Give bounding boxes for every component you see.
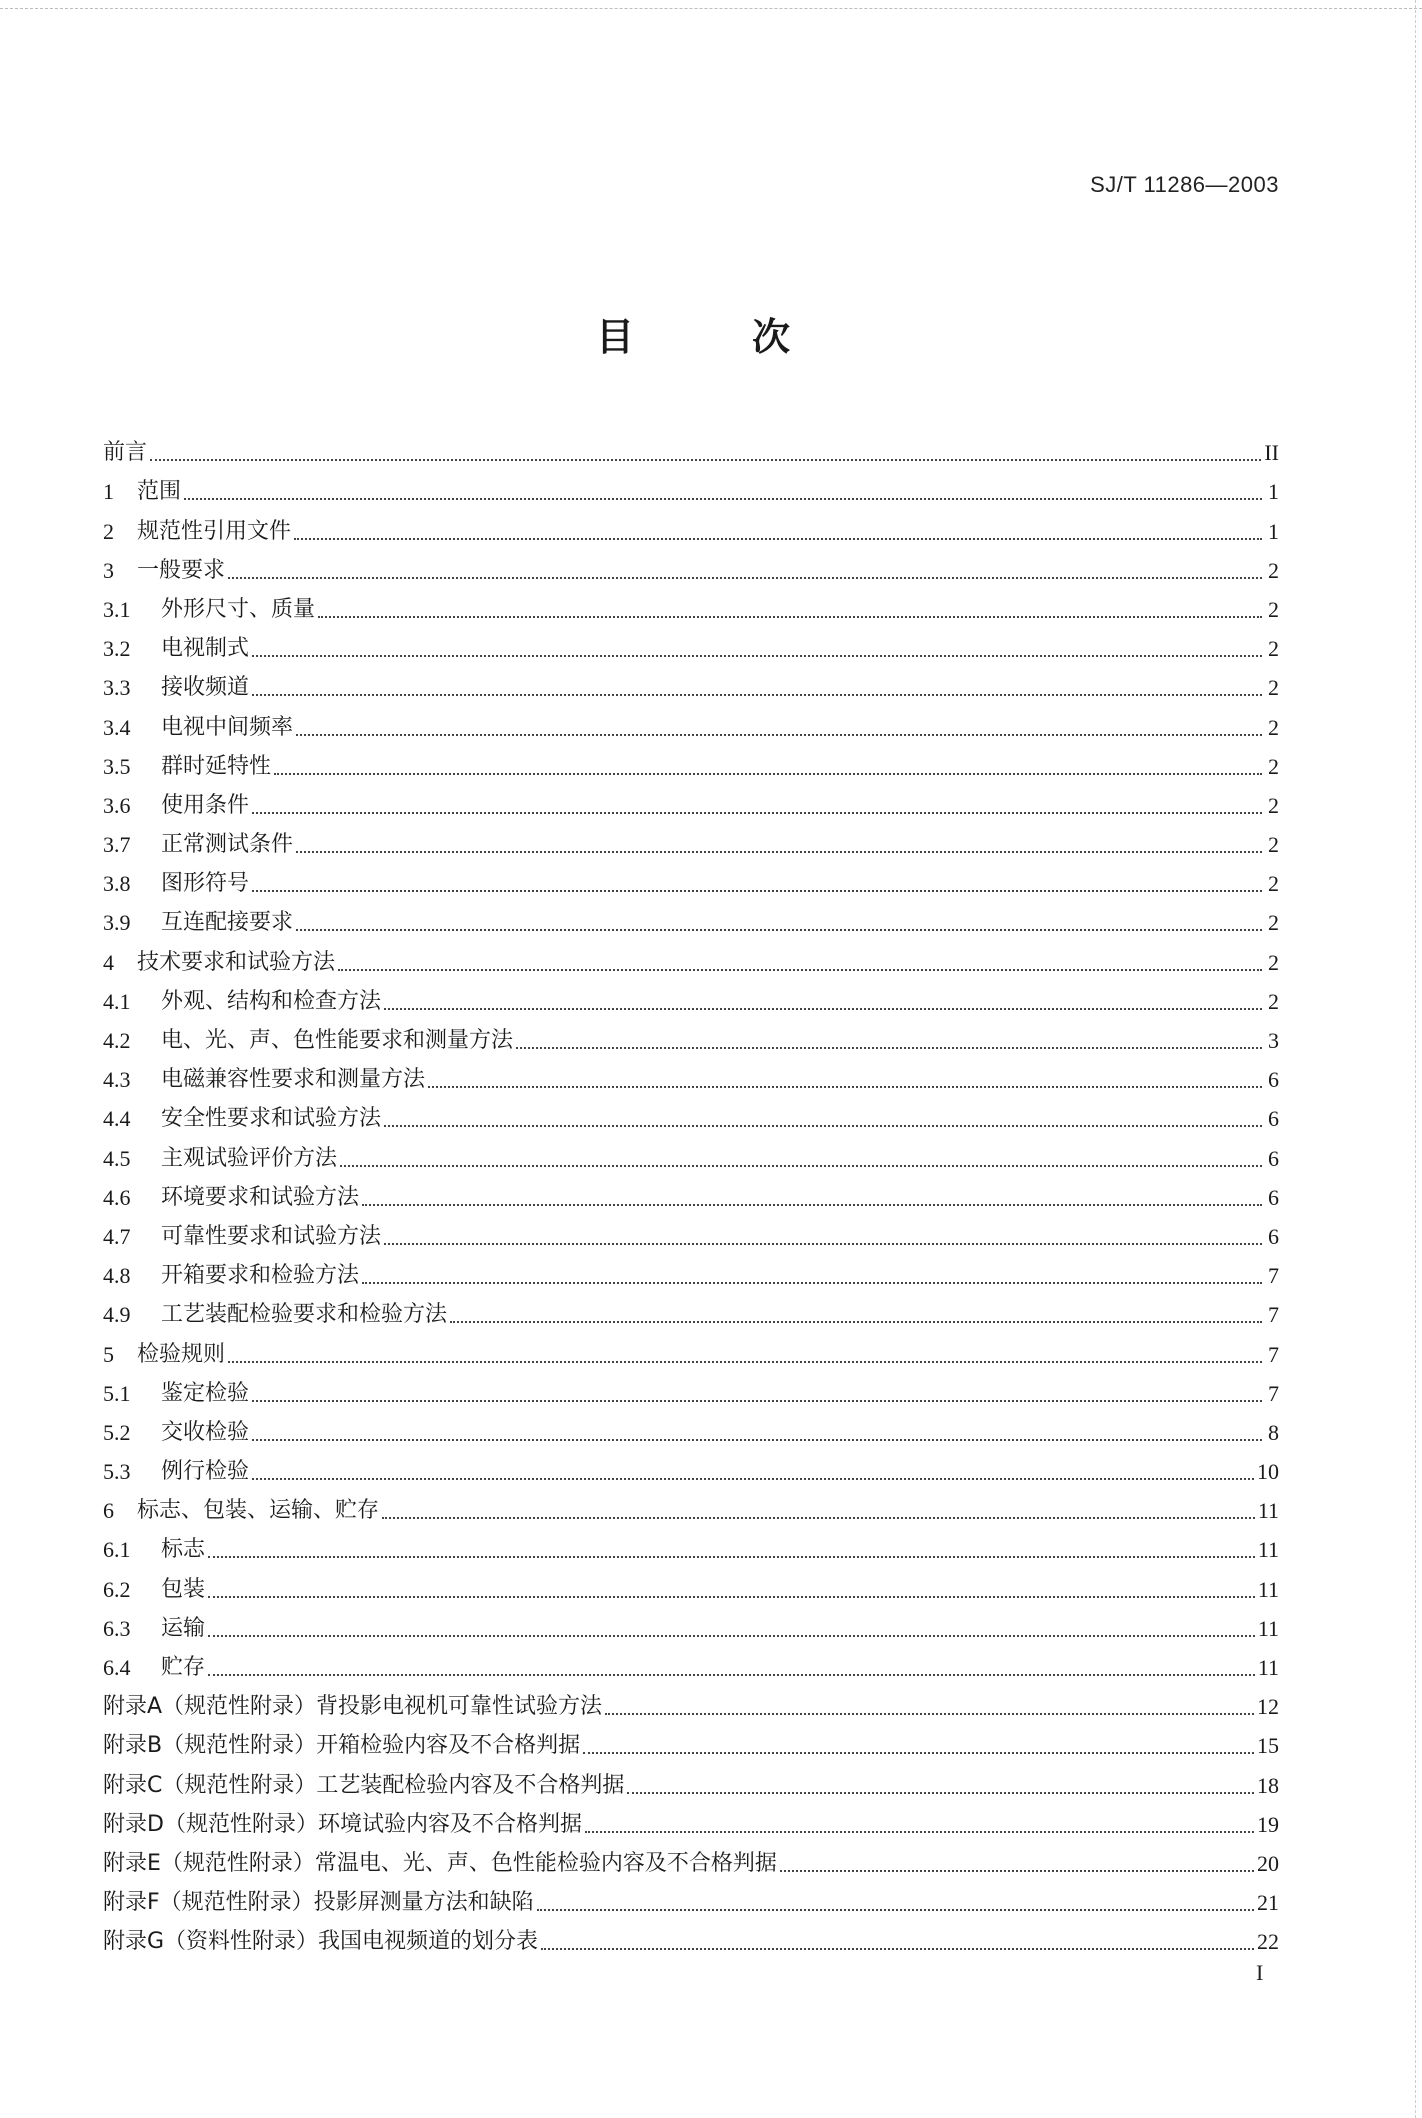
toc-entry-title: 接收频道 (161, 675, 250, 701)
table-of-contents (103, 428, 1279, 1956)
toc-entry[interactable] (103, 820, 1279, 859)
toc-dot-leader (362, 1282, 1262, 1284)
toc-entry-page: 19 (1257, 1811, 1279, 1837)
toc-entry-title: 电、光、声、色性能要求和测量方法 (161, 1028, 514, 1053)
toc-entry-number: 4 (103, 949, 114, 975)
page-number: I (1256, 1960, 1264, 1985)
toc-entry-label (103, 1419, 249, 1447)
toc-entry-label (103, 1693, 602, 1721)
toc-entry-label (103, 714, 293, 742)
toc-entry[interactable] (103, 1173, 1279, 1212)
toc-entry-page: 22 (1257, 1929, 1279, 1955)
toc-entry-title: 包装 (161, 1576, 206, 1602)
toc-entry-number: 3.1 (103, 596, 131, 622)
toc-entry[interactable] (103, 1408, 1279, 1447)
toc-entry-title: 检验规则 (137, 1341, 226, 1367)
toc-dot-leader (208, 1556, 1255, 1558)
toc-entry-title: 前言 (103, 440, 148, 466)
toc-entry-page: 2 (1268, 792, 1279, 818)
toc-entry-title: 例行检验 (161, 1459, 250, 1485)
toc-entry-label (103, 1497, 379, 1525)
toc-entry[interactable] (103, 1447, 1279, 1486)
toc-entry-number: 3.3 (103, 675, 131, 701)
toc-entry-title: 贮存 (161, 1655, 206, 1680)
toc-entry-title: 附录E（规范性附录）常温电、光、声、色性能检验内容及不合格判据 (103, 1850, 777, 1876)
toc-dot-leader (184, 498, 1262, 500)
toc-dot-leader (296, 851, 1262, 853)
toc-entry[interactable] (103, 624, 1279, 663)
toc-entry[interactable] (103, 1643, 1279, 1682)
toc-entry-number: 4.2 (103, 1028, 131, 1053)
toc-entry-label (103, 1184, 359, 1212)
toc-entry[interactable] (103, 1094, 1279, 1133)
toc-entry[interactable] (103, 781, 1279, 820)
toc-dot-leader (150, 459, 1261, 461)
toc-entry-title: 附录F（规范性附录）投影屏测量方法和缺陷 (103, 1890, 534, 1916)
toc-entry-label (103, 753, 271, 781)
toc-entry[interactable] (103, 1055, 1279, 1094)
toc-entry-number: 4.7 (103, 1223, 131, 1249)
toc-entry-page: 7 (1268, 1302, 1279, 1328)
toc-entry-title: 附录D（规范性附录）环境试验内容及不合格判据 (103, 1811, 582, 1837)
toc-dot-leader (340, 1165, 1262, 1167)
toc-dot-leader (296, 929, 1262, 931)
toc-dot-leader (208, 1674, 1255, 1676)
page-top-edge (0, 0, 1422, 9)
toc-entry-label (103, 1066, 425, 1094)
toc-entry-label (103, 1458, 249, 1486)
toc-entry-title: 范围 (137, 479, 182, 505)
toc-entry-label (103, 439, 147, 467)
toc-entry[interactable] (103, 1760, 1279, 1799)
toc-entry[interactable] (103, 1721, 1279, 1760)
toc-entry-title: 工艺装配检验要求和检验方法 (161, 1302, 448, 1328)
toc-entry-page: 1 (1268, 518, 1279, 544)
toc-entry-title: 图形符号 (161, 871, 250, 897)
toc-dot-leader (450, 1321, 1262, 1323)
toc-entry-title: 安全性要求和试验方法 (161, 1106, 382, 1132)
toc-dot-leader (384, 1125, 1262, 1127)
toc-dot-leader (585, 1831, 1254, 1833)
toc-entry[interactable] (103, 467, 1279, 506)
toc-entry-label (103, 674, 249, 702)
toc-entry-page: 6 (1268, 1106, 1279, 1132)
toc-dot-leader (780, 1870, 1254, 1872)
toc-entry[interactable] (103, 937, 1279, 976)
toc-entry-label (103, 1145, 337, 1173)
toc-entry-page: 2 (1268, 832, 1279, 858)
toc-dot-leader (296, 734, 1262, 736)
toc-entry-title: 电磁兼容性要求和测量方法 (161, 1067, 426, 1093)
toc-entry-page: 6 (1268, 1223, 1279, 1249)
toc-entry-page: 2 (1268, 871, 1279, 897)
toc-entry[interactable] (103, 585, 1279, 624)
toc-entry-label (103, 1772, 624, 1800)
toc-entry-page: 2 (1268, 596, 1279, 622)
toc-entry-page: 11 (1257, 1615, 1279, 1641)
toc-entry[interactable] (103, 1212, 1279, 1251)
toc-entry-label (103, 1811, 582, 1839)
toc-entry[interactable] (103, 1016, 1279, 1055)
toc-dot-leader (252, 694, 1262, 696)
toc-entry-label (103, 1262, 359, 1290)
toc-entry-label (103, 1889, 534, 1917)
toc-entry-number: 5.3 (103, 1459, 131, 1485)
toc-entry-page: 2 (1268, 714, 1279, 740)
toc-dot-leader (583, 1752, 1254, 1754)
toc-entry-page: 3 (1268, 1028, 1279, 1053)
toc-entry-title: 规范性引用文件 (137, 518, 292, 544)
toc-entry-label (103, 1615, 205, 1643)
toc-entry-page: 2 (1268, 753, 1279, 779)
toc-entry-page: 2 (1268, 557, 1279, 583)
toc-entry[interactable] (103, 1604, 1279, 1643)
toc-entry-title: 一般要求 (137, 557, 226, 583)
toc-dot-leader (228, 1361, 1262, 1363)
toc-entry[interactable] (103, 1682, 1279, 1721)
toc-entry-page: 7 (1268, 1263, 1279, 1289)
toc-entry-page: 2 (1268, 910, 1279, 936)
toc-entry-page: 6 (1268, 1145, 1279, 1171)
toc-entry-number: 3.8 (103, 871, 131, 897)
toc-entry-number: 6.1 (103, 1537, 131, 1563)
toc-entry-title: 电视制式 (161, 636, 250, 662)
toc-dot-leader (541, 1948, 1254, 1950)
toc-entry[interactable] (103, 1525, 1279, 1564)
toc-entry[interactable] (103, 1564, 1279, 1603)
toc-entry-label (103, 1850, 777, 1878)
toc-entry-title: 环境要求和试验方法 (161, 1184, 360, 1210)
toc-dot-leader (274, 773, 1262, 775)
toc-entry-label (103, 988, 381, 1016)
toc-entry-title: 开箱要求和检验方法 (161, 1263, 360, 1289)
toc-entry-title: 群时延特性 (161, 753, 272, 779)
toc-entry-number: 3 (103, 557, 114, 583)
toc-entry-page: 12 (1257, 1694, 1279, 1720)
toc-entry-title: 外形尺寸、质量 (161, 596, 316, 622)
toc-entry[interactable] (103, 1369, 1279, 1408)
toc-dot-leader (228, 577, 1262, 579)
toc-entry-title: 电视中间频率 (161, 714, 294, 740)
toc-entry-title: 附录B（规范性附录）开箱检验内容及不合格判据 (103, 1733, 581, 1759)
toc-entry[interactable] (103, 1133, 1279, 1172)
toc-entry-label (103, 1928, 538, 1956)
toc-dot-leader (605, 1713, 1254, 1715)
toc-entry-page: 11 (1257, 1537, 1279, 1563)
toc-entry-title: 标志、包装、运输、贮存 (137, 1498, 380, 1524)
toc-dot-leader (537, 1909, 1254, 1911)
toc-entry-number: 3.4 (103, 714, 131, 740)
toc-entry[interactable] (103, 546, 1279, 585)
toc-entry[interactable] (103, 977, 1279, 1016)
toc-dot-leader (294, 538, 1262, 540)
toc-dot-leader (252, 1400, 1262, 1402)
toc-entry-number: 4.9 (103, 1302, 131, 1328)
toc-entry-number: 3.6 (103, 792, 131, 818)
toc-entry-label (103, 1341, 225, 1369)
toc-entry-number: 4.5 (103, 1145, 131, 1171)
toc-entry-title: 附录C（规范性附录）工艺装配检验内容及不合格判据 (103, 1772, 625, 1798)
toc-entry-label (103, 1223, 381, 1251)
toc-entry[interactable] (103, 1800, 1279, 1839)
toc-entry-number: 4.6 (103, 1184, 131, 1210)
toc-entry-title: 可靠性要求和试验方法 (161, 1223, 382, 1249)
toc-entry[interactable] (103, 1290, 1279, 1329)
toc-entry-label (103, 518, 291, 546)
toc-entry[interactable] (103, 1329, 1279, 1368)
toc-dot-leader (208, 1635, 1255, 1637)
toc-entry-label (103, 557, 225, 585)
toc-entry-number: 5.1 (103, 1380, 131, 1406)
toc-entry-label (103, 1380, 249, 1408)
toc-entry-label (103, 949, 335, 977)
toc-entry-label (103, 831, 293, 859)
toc-entry-number: 5.2 (103, 1419, 131, 1445)
toc-dot-leader (252, 1439, 1262, 1441)
toc-entry-page: 20 (1257, 1850, 1279, 1876)
toc-dot-leader (318, 616, 1262, 618)
toc-entry-label (103, 870, 249, 898)
toc-entry-label (103, 1654, 205, 1682)
toc-entry-page: II (1264, 440, 1279, 466)
toc-entry-title: 标志 (161, 1537, 206, 1563)
toc-entry-title: 主观试验评价方法 (161, 1145, 338, 1171)
toc-dot-leader (252, 812, 1262, 814)
toc-dot-leader (252, 655, 1262, 657)
page-title (596, 306, 796, 359)
toc-entry-title: 互连配接要求 (161, 910, 294, 936)
toc-entry-page: 7 (1268, 1341, 1279, 1367)
toc-entry-page: 15 (1257, 1733, 1279, 1759)
toc-entry-number: 3.9 (103, 910, 131, 936)
toc-dot-leader (627, 1792, 1254, 1794)
toc-entry-label (103, 478, 181, 506)
toc-dot-leader (362, 1204, 1262, 1206)
toc-entry-page: 10 (1257, 1459, 1279, 1485)
toc-entry-title: 使用条件 (161, 792, 250, 818)
toc-entry-title: 运输 (161, 1615, 206, 1641)
toc-dot-leader (384, 1008, 1262, 1010)
toc-entry-page: 1 (1268, 479, 1279, 505)
toc-entry-number: 5 (103, 1341, 114, 1367)
toc-entry-number: 3.2 (103, 636, 131, 662)
toc-dot-leader (382, 1517, 1255, 1519)
toc-dot-leader (252, 890, 1262, 892)
toc-entry-label (103, 909, 293, 937)
page-title-char-1: 目 (596, 315, 635, 359)
document-code: SJ/T 11286—2003 (1090, 172, 1279, 197)
toc-entry-number: 4.3 (103, 1067, 131, 1093)
toc-entry-label (103, 1301, 447, 1329)
toc-entry-page: 18 (1257, 1772, 1279, 1798)
toc-entry-number: 6.3 (103, 1615, 131, 1641)
toc-entry-page: 2 (1268, 675, 1279, 701)
toc-dot-leader (252, 1478, 1254, 1480)
toc-entry-label (103, 635, 249, 663)
toc-entry-title: 技术要求和试验方法 (137, 949, 336, 975)
toc-entry-number: 4.8 (103, 1263, 131, 1289)
toc-entry-number: 4.4 (103, 1106, 131, 1132)
toc-entry-label (103, 596, 315, 624)
toc-entry-page: 7 (1268, 1380, 1279, 1406)
toc-entry[interactable] (103, 742, 1279, 781)
toc-entry-label (103, 1536, 205, 1564)
toc-entry-page: 11 (1257, 1498, 1279, 1524)
toc-entry[interactable] (103, 428, 1279, 467)
toc-entry-number: 2 (103, 518, 114, 544)
toc-entry[interactable] (103, 1251, 1279, 1290)
toc-entry-number: 6.4 (103, 1655, 131, 1680)
toc-entry[interactable] (103, 1917, 1279, 1956)
toc-entry-label (103, 1732, 580, 1760)
toc-entry-page: 11 (1257, 1576, 1279, 1602)
toc-entry-number: 4.1 (103, 988, 131, 1014)
toc-entry-title: 鉴定检验 (161, 1380, 250, 1406)
toc-entry-page: 8 (1268, 1419, 1279, 1445)
toc-entry[interactable] (103, 506, 1279, 545)
toc-entry-number: 3.7 (103, 832, 131, 858)
toc-entry-title: 交收检验 (161, 1419, 250, 1445)
toc-entry[interactable] (103, 859, 1279, 898)
toc-entry-page: 6 (1268, 1067, 1279, 1093)
toc-entry[interactable] (103, 898, 1279, 937)
toc-dot-leader (384, 1243, 1262, 1245)
toc-dot-leader (428, 1086, 1262, 1088)
toc-entry-page: 21 (1257, 1890, 1279, 1916)
toc-entry-page: 2 (1268, 636, 1279, 662)
toc-dot-leader (208, 1596, 1255, 1598)
toc-entry-number: 6 (103, 1498, 114, 1524)
toc-entry[interactable] (103, 1878, 1279, 1917)
toc-entry[interactable] (103, 1839, 1279, 1878)
toc-entry-page: 6 (1268, 1184, 1279, 1210)
toc-entry-label (103, 1027, 513, 1055)
toc-entry-page: 2 (1268, 949, 1279, 975)
page-title-char-2: 次 (752, 315, 791, 359)
toc-entry-number: 6.2 (103, 1576, 131, 1602)
toc-entry-number: 3.5 (103, 753, 131, 779)
toc-entry-title: 附录G（资料性附录）我国电视频道的划分表 (103, 1929, 539, 1955)
toc-entry[interactable] (103, 663, 1279, 702)
toc-entry-title: 附录A（规范性附录）背投影电视机可靠性试验方法 (103, 1694, 603, 1720)
toc-entry[interactable] (103, 1486, 1279, 1525)
toc-dot-leader (516, 1047, 1262, 1049)
page-right-edge (1415, 0, 1422, 2118)
toc-entry-label (103, 792, 249, 820)
toc-entry-title: 正常测试条件 (161, 832, 294, 858)
toc-entry-label (103, 1105, 381, 1133)
toc-entry-number: 1 (103, 479, 114, 505)
toc-entry-page: 2 (1268, 988, 1279, 1014)
toc-entry-title: 外观、结构和检查方法 (161, 988, 382, 1014)
toc-entry-label (103, 1576, 205, 1604)
toc-entry[interactable] (103, 702, 1279, 741)
toc-dot-leader (338, 969, 1262, 971)
toc-entry-page: 11 (1257, 1655, 1279, 1680)
